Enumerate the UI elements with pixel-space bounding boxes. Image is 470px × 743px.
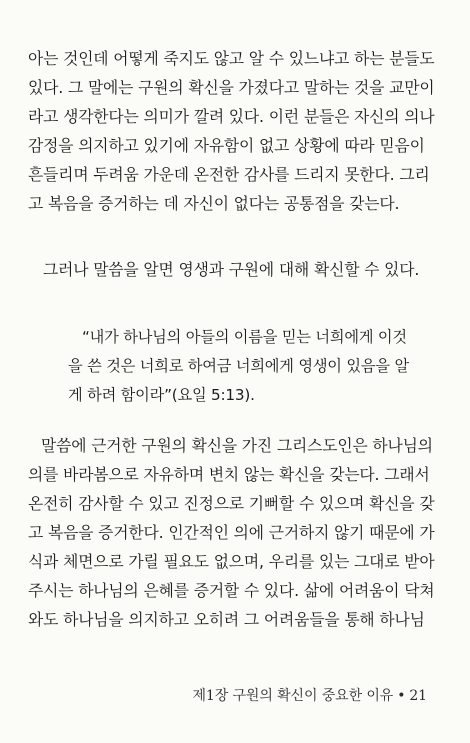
quote-line: 게 하려 함이라”(요일 5:13).	[68, 386, 255, 404]
paragraph-line: 라고 생각한다는 의미가 깔려 있다. 이런 분들은 자신의 의나	[28, 107, 435, 126]
paragraph-line: 아는 것인데 어떻게 죽지도 않고 알 수 있느냐고 하는 분들도	[28, 49, 435, 68]
paragraph-line: 고 복음을 증거하는 데 자신이 없다는 공통점을 갖는다.	[28, 194, 400, 213]
paragraph-line: 주시는 하나님의 은혜를 증거할 수 있다. 삶에 어려움이 닥쳐	[28, 581, 435, 600]
paragraph-line: 식과 체면으로 가릴 필요도 없으며, 우리를 있는 그대로 받아	[28, 552, 435, 571]
paragraph-line: 온전히 감사할 수 있고 진정으로 기뻐할 수 있으며 확신을 갖	[28, 494, 435, 513]
paragraph-line: 감정을 의지하고 있기에 자유함이 없고 상황에 따라 믿음이	[28, 136, 425, 155]
quote-line: “내가 하나님의 아들의 이름을 믿는 너희에게 이것	[82, 328, 407, 346]
page-footer	[192, 685, 427, 705]
paragraph-line: 말씀에 근거한 구원의 확신을 가진 그리스도인은 하나님의	[41, 436, 433, 455]
quote-line: 을 쓴 것은 너희로 하여금 너희에게 영생이 있음을 알	[68, 357, 409, 375]
paragraph-line: 와도 하나님을 의지하고 오히려 그 어려움들을 통해 하나님	[28, 610, 425, 629]
paragraph-2	[28, 255, 448, 284]
chapter-title: 제1장 구원의 확신이 중요한 이유	[192, 688, 394, 704]
footer-bullet: •	[397, 688, 406, 704]
paragraph-line: 있다. 그 말에는 구원의 확신을 가졌다고 말하는 것을 교만이	[28, 78, 435, 97]
paragraph-line: 고 복음을 증거한다. 인간적인 의에 근거하지 않기 때문에 가	[28, 523, 435, 542]
page-number: 21	[409, 688, 427, 704]
paragraph-line: 그러나 말씀을 알면 영생과 구원에 대해 확신할 수 있다.	[43, 260, 420, 279]
paragraph-line: 의를 바라봄으로 자유하며 변치 않는 확신을 갖는다. 그래서	[28, 465, 430, 484]
paragraph-line: 흔들리며 두려움 가운데 온전한 감사를 드리지 못한다. 그리	[28, 165, 430, 184]
paragraph-1	[28, 44, 448, 218]
scripture-quote	[68, 323, 428, 410]
paragraph-3	[28, 431, 448, 634]
